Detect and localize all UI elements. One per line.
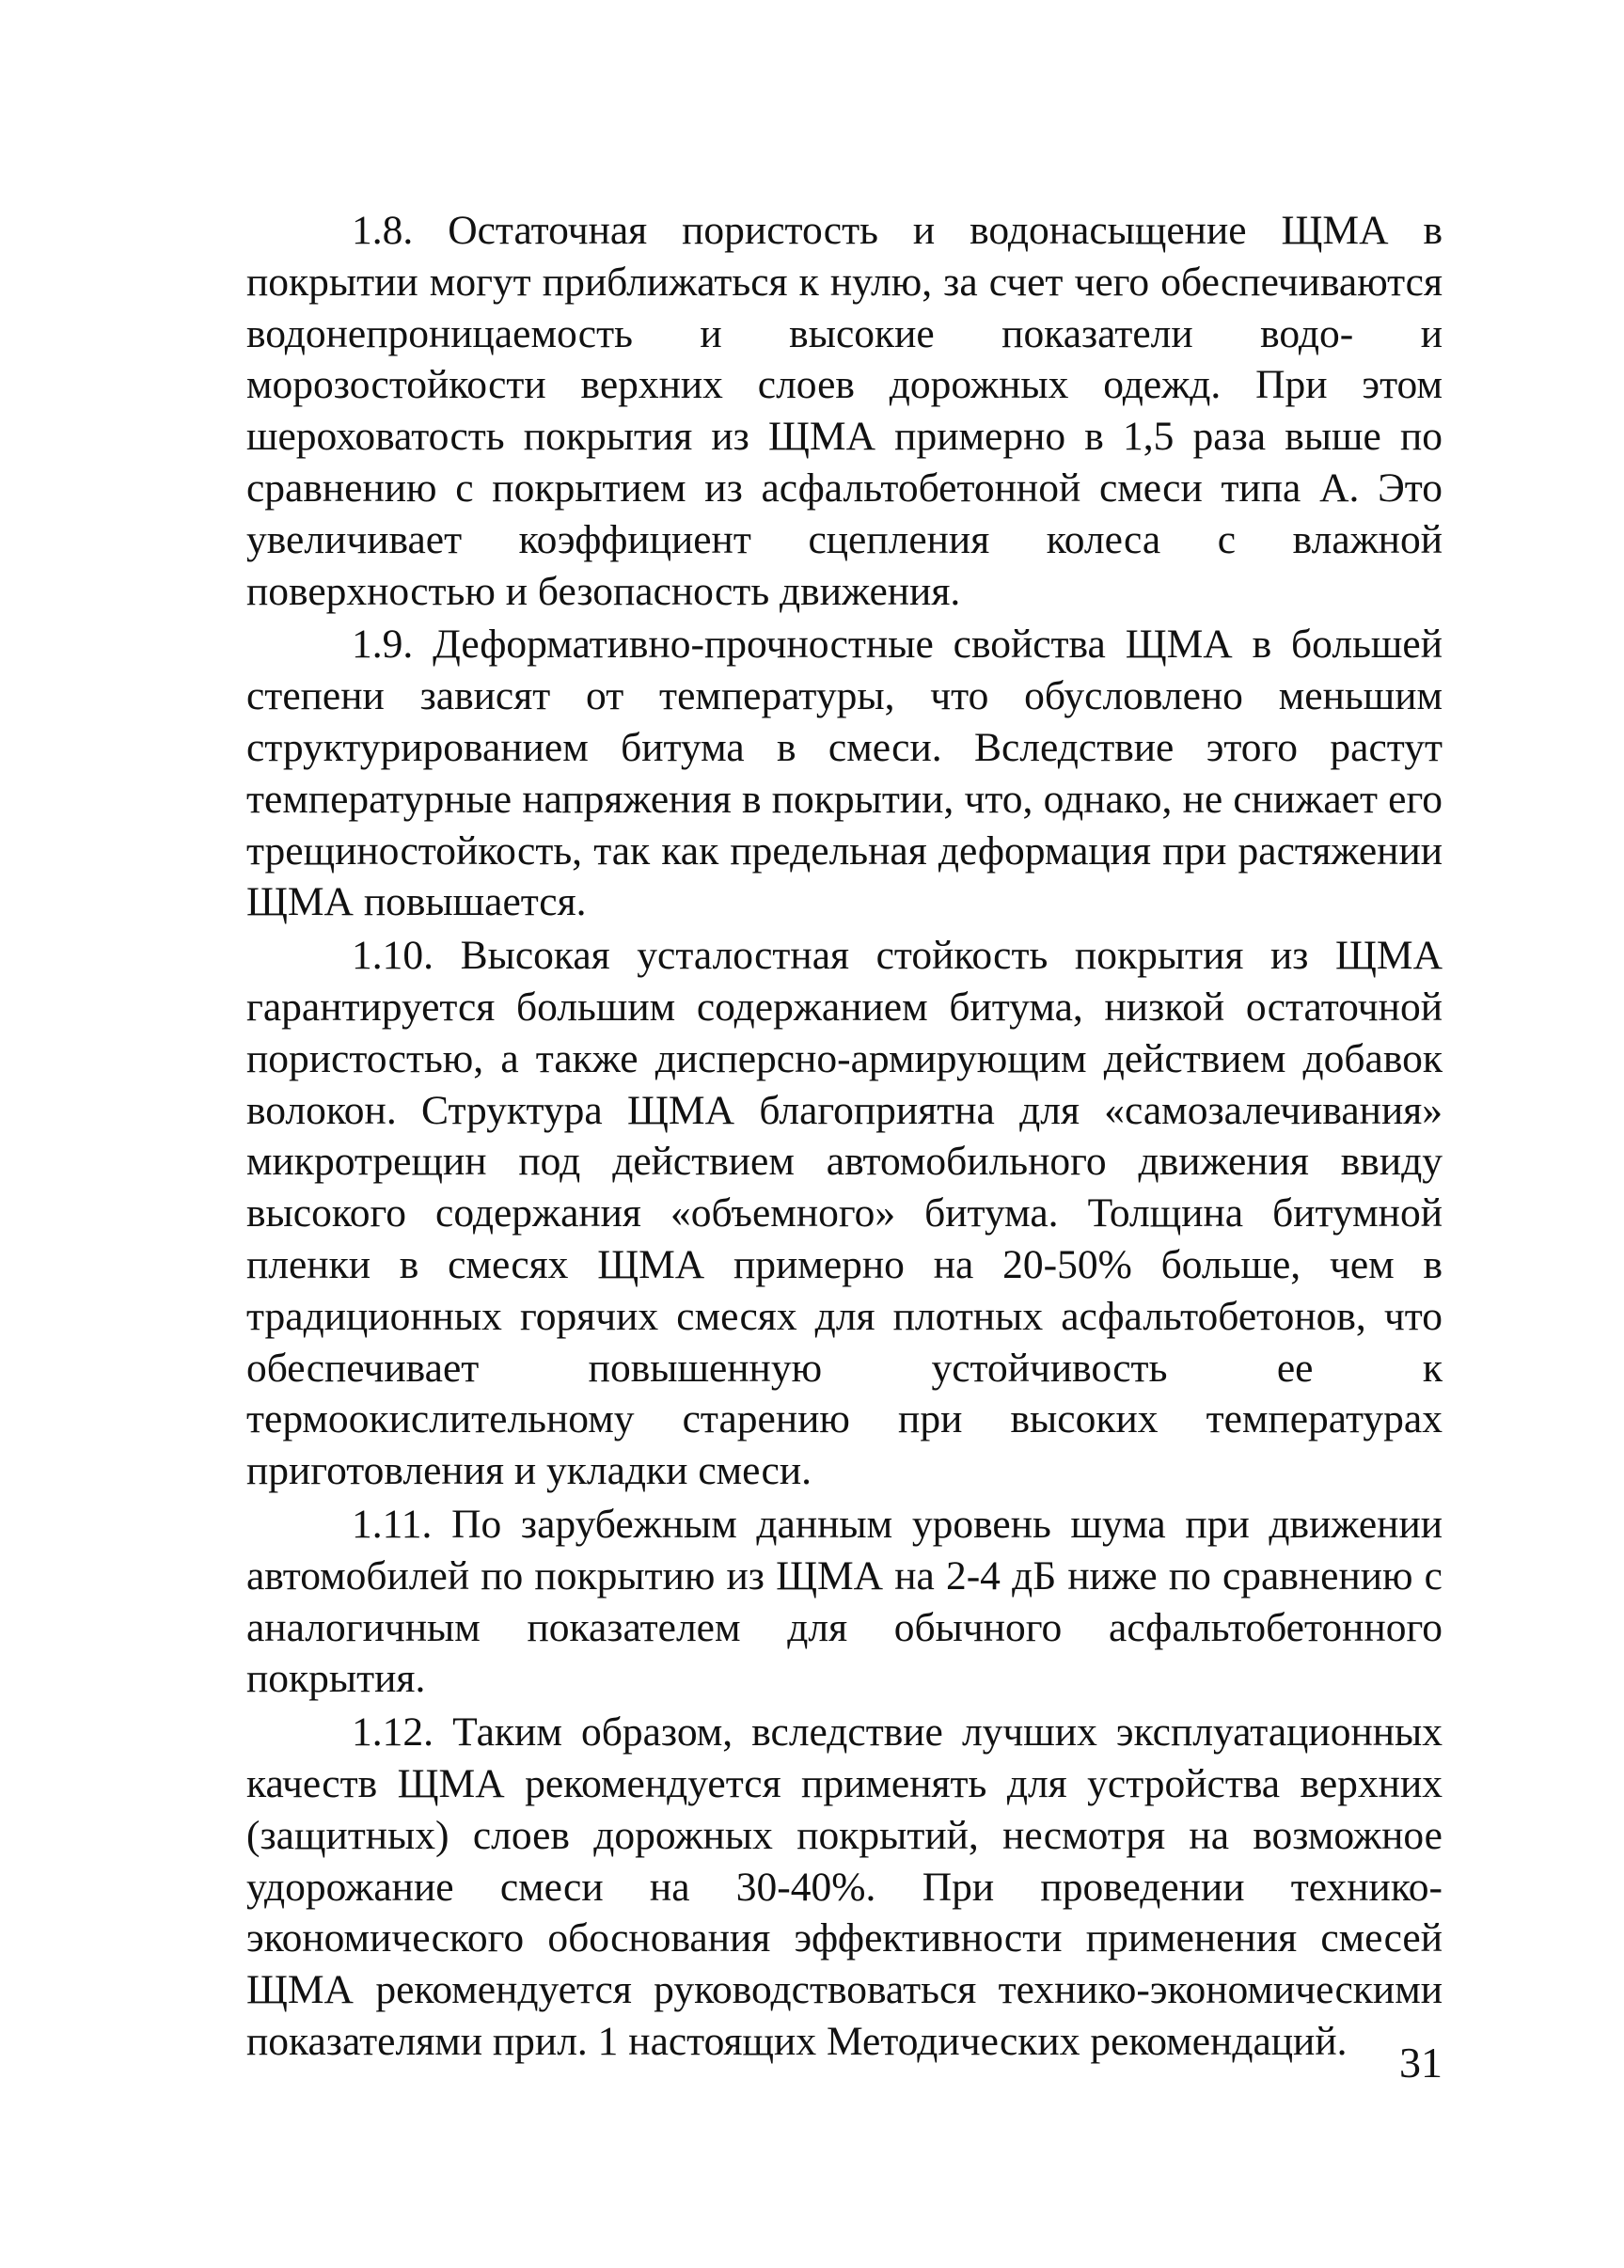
paragraph-1-10: 1.10. Высокая усталостная стойкость покрытия из ЩМА гарантируется большим содержанием битума, низкой остаточной пористостью, а также дисперсно-армирующим действием добавок волокон. Структура ЩМА благоприятна для «самозалечивания» микротрещин под действием автомобильного движения ввиду высокого содержания «объемного» битума. Толщина битумной пленки в смесях ЩМА примерно на 20-50% больше, чем в традиционных горячих смесях для плотных асфальтобетонов, что обеспечивает повышенную устойчивость ее к термоокислительному старению при высоких температурах приготовления и укладки смеси. — [246, 933, 1443, 1494]
document-body — [246, 205, 1443, 2070]
paragraph-1-11: 1.11. По зарубежным данным уровень шума при движении автомобилей по покрытию из ЩМА на 2-4 дБ ниже по сравнению с аналогичным показателем для обычного асфальтобетонного покрытия. — [246, 1501, 1443, 1702]
paragraph-1-8: 1.8. Остаточная пористость и водонасыщение ЩМА в покрытии могут приближаться к нулю, за счет чего обеспечиваются водонепроницаемость и высокие показатели водо- и морозостойкости верхних слоев дорожных одежд. При этом шероховатость покрытия из ЩМА примерно в 1,5 раза выше по сравнению с покрытием из асфальтобетонной смеси типа А. Это увеличивает коэффициент сцепления колеса с влажной поверхностью и безопасность движения. — [246, 208, 1443, 614]
paragraph-1-9: 1.9. Деформативно-прочностные свойства ЩМА в большей степени зависят от температуры, что обусловлено меньшим структурированием битума в смеси. Вследствие этого растут температурные напряжения в покрытии, что, однако, не снижает его трещиностойкость, так как предельная деформация при растяжении ЩМА повышается. — [246, 622, 1443, 925]
paragraph-1-12: 1.12. Таким образом, вследствие лучших эксплуатационных качеств ЩМА рекомендуется применять для устройства верхних (защитных) слоев дорожных покрытий, несмотря на возможное удорожание смеси на 30-40%. При проведении технико-экономического обоснования эффективности применения смесей ЩМА рекомендуется руководствоваться технико-экономическими показателями прил. 1 настоящих Методических рекомендаций. — [246, 1709, 1443, 2064]
page-number: 31 — [1399, 2039, 1443, 2087]
